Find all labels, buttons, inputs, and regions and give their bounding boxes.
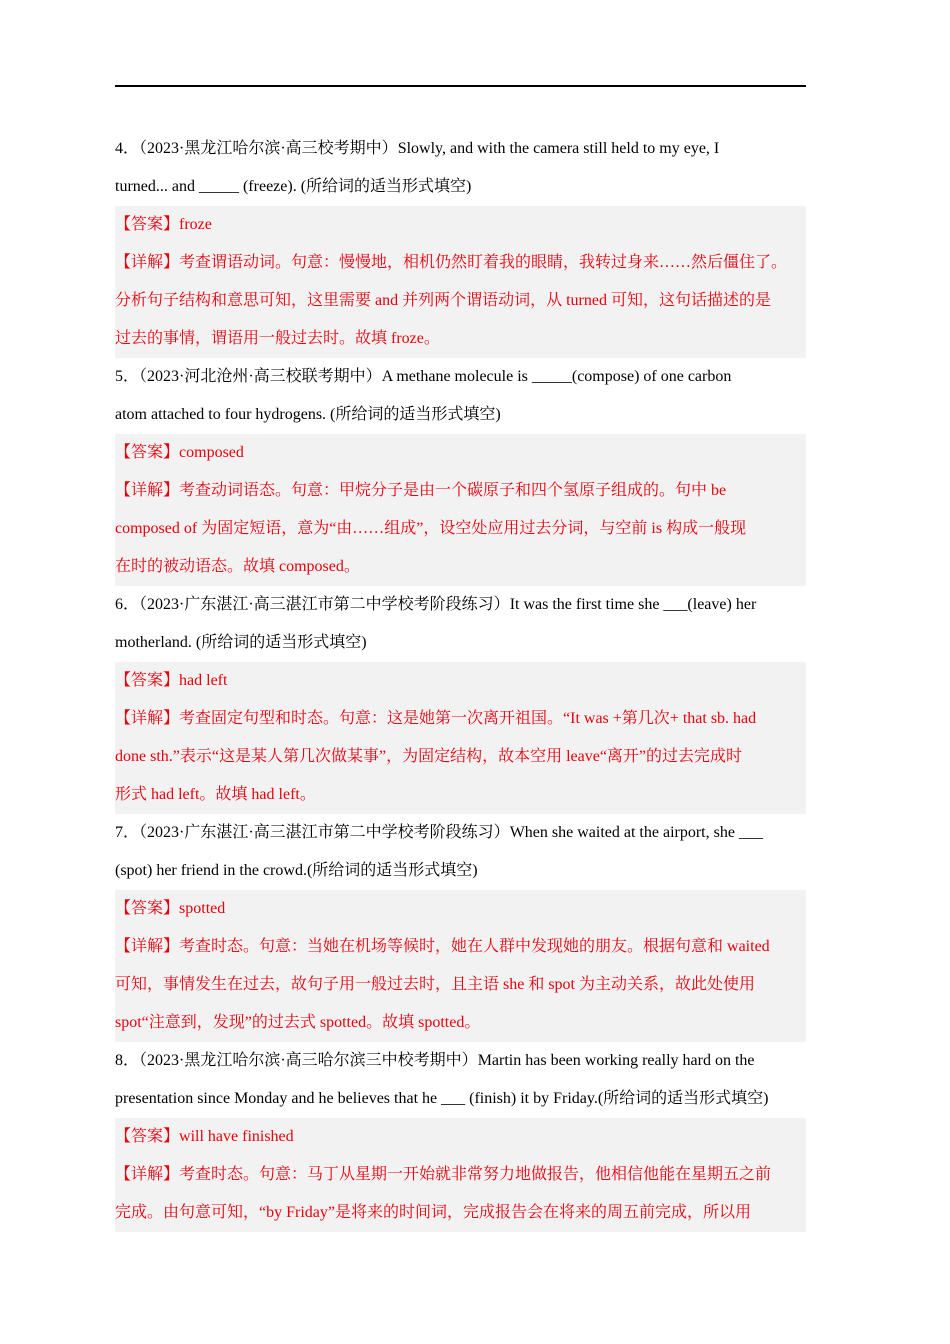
- question-text: Martin has been working really hard on the: [477, 1052, 755, 1069]
- answer-label: 【答案】: [115, 216, 180, 233]
- question-line-2: presentation since Monday and he believes that he ___ (finish) it by Friday.(所给词的适当形式填空): [115, 1090, 769, 1107]
- question-number: 7．: [115, 824, 140, 841]
- detail-text: 考查谓语动词。句意：慢慢地，相机仍然盯着我的眼睛，我转过身来……然后僵住了。: [179, 254, 788, 271]
- detail-line-3: 在时的被动语态。故填 composed。: [115, 558, 360, 575]
- question-line-2: motherland. (所给词的适当形式填空): [115, 634, 367, 651]
- detail-line-2: done sth.”表示“这是某人第几次做某事”，为固定结构，故本空用 leave“离开”的过去完成时: [115, 748, 743, 765]
- answer-block: [115, 890, 806, 1042]
- answer-line: [115, 1118, 806, 1156]
- answer-value: spotted: [179, 900, 226, 917]
- question-line-1: [115, 130, 806, 168]
- answer-block: [115, 434, 806, 586]
- question-source: （2023·河北沧州·高三校联考期中）: [139, 368, 382, 385]
- question-text: A methane molecule is _____(compose) of one carbon: [381, 368, 732, 385]
- detail-line-3: spot“注意到，发现”的过去式 spotted。故填 spotted。: [115, 1014, 481, 1031]
- header-rule: [115, 85, 806, 87]
- detail-line-1: [115, 928, 806, 966]
- detail-line-3: 过去的事情，谓语用一般过去时。故填 froze。: [115, 330, 440, 347]
- answer-block: [115, 206, 806, 358]
- detail-label: 【详解】: [115, 938, 180, 955]
- question-source: （2023·黑龙江哈尔滨·高三哈尔滨三中校考期中）: [139, 1052, 478, 1069]
- detail-line-2: 可知，事情发生在过去，故句子用一般过去时，且主语 she 和 spot 为主动关系，故此处使用: [115, 976, 756, 993]
- question-item-6: [115, 586, 806, 814]
- answer-line: [115, 206, 806, 244]
- question-item-7: [115, 814, 806, 1042]
- question-line-2: turned... and _____ (freeze). (所给词的适当形式填空): [115, 178, 472, 195]
- detail-text: 考查动词语态。句意：甲烷分子是由一个碳原子和四个氢原子组成的。句中 be: [179, 482, 727, 499]
- answer-label: 【答案】: [115, 1128, 180, 1145]
- answer-label: 【答案】: [115, 672, 180, 689]
- question-item-4: [115, 130, 806, 358]
- question-text: When she waited at the airport, she ___: [509, 824, 763, 841]
- detail-line-3: 形式 had left。故填 had left。: [115, 786, 316, 803]
- answer-block: [115, 1118, 806, 1232]
- answer-value: will have finished: [179, 1128, 294, 1145]
- detail-label: 【详解】: [115, 1166, 180, 1183]
- detail-text: 考查时态。句意：当她在机场等候时，她在人群中发现她的朋友。根据句意和 waited: [179, 938, 770, 955]
- detail-label: 【详解】: [115, 254, 180, 271]
- answer-value: composed: [179, 444, 244, 461]
- question-line-1: [115, 1042, 806, 1080]
- detail-line-1: [115, 472, 806, 510]
- detail-line-1: [115, 1156, 806, 1194]
- detail-line-1: [115, 244, 806, 282]
- question-item-8: [115, 1042, 806, 1232]
- detail-line-1: [115, 700, 806, 738]
- answer-line: [115, 434, 806, 472]
- detail-label: 【详解】: [115, 710, 180, 727]
- detail-line-2: 分析句子结构和意思可知，这里需要 and 并列两个谓语动词，从 turned 可知，这句话描述的是: [115, 292, 771, 309]
- question-line-2: atom attached to four hydrogens. (所给词的适当形式填空): [115, 406, 501, 423]
- question-line-1: [115, 586, 806, 624]
- exercise-list: [115, 130, 806, 1232]
- question-text: It was the first time she ___(leave) her: [509, 596, 757, 613]
- answer-line: [115, 890, 806, 928]
- question-number: 5．: [115, 368, 140, 385]
- answer-value: froze: [179, 216, 212, 233]
- answer-block: [115, 662, 806, 814]
- detail-label: 【详解】: [115, 482, 180, 499]
- question-number: 4．: [115, 140, 140, 157]
- question-source: （2023·黑龙江哈尔滨·高三校考期中）: [139, 140, 398, 157]
- detail-line-2: 完成。由句意可知，“by Friday”是将来的时间词，完成报告会在将来的周五前完成，所以用: [115, 1204, 751, 1221]
- question-source: （2023·广东湛江·高三湛江市第二中学校考阶段练习）: [139, 824, 510, 841]
- detail-text: 考查时态。句意：马丁从星期一开始就非常努力地做报告，他相信他能在星期五之前: [179, 1166, 772, 1183]
- question-number: 6．: [115, 596, 140, 613]
- question-line-1: [115, 814, 806, 852]
- question-item-5: [115, 358, 806, 586]
- detail-text: 考查固定句型和时态。句意：这是她第一次离开祖国。“It was +第几次+ that sb. had: [179, 710, 757, 727]
- answer-line: [115, 662, 806, 700]
- detail-line-2: composed of 为固定短语，意为“由……组成”，设空处应用过去分词，与空前 is 构成一般现: [115, 520, 747, 537]
- question-line-1: [115, 358, 806, 396]
- question-source: （2023·广东湛江·高三湛江市第二中学校考阶段练习）: [139, 596, 510, 613]
- question-line-2: (spot) her friend in the crowd.(所给词的适当形式填空): [115, 862, 478, 879]
- question-text: Slowly, and with the camera still held to my eye, I: [397, 140, 720, 157]
- answer-label: 【答案】: [115, 444, 180, 461]
- question-number: 8．: [115, 1052, 140, 1069]
- answer-label: 【答案】: [115, 900, 180, 917]
- answer-value: had left: [179, 672, 228, 689]
